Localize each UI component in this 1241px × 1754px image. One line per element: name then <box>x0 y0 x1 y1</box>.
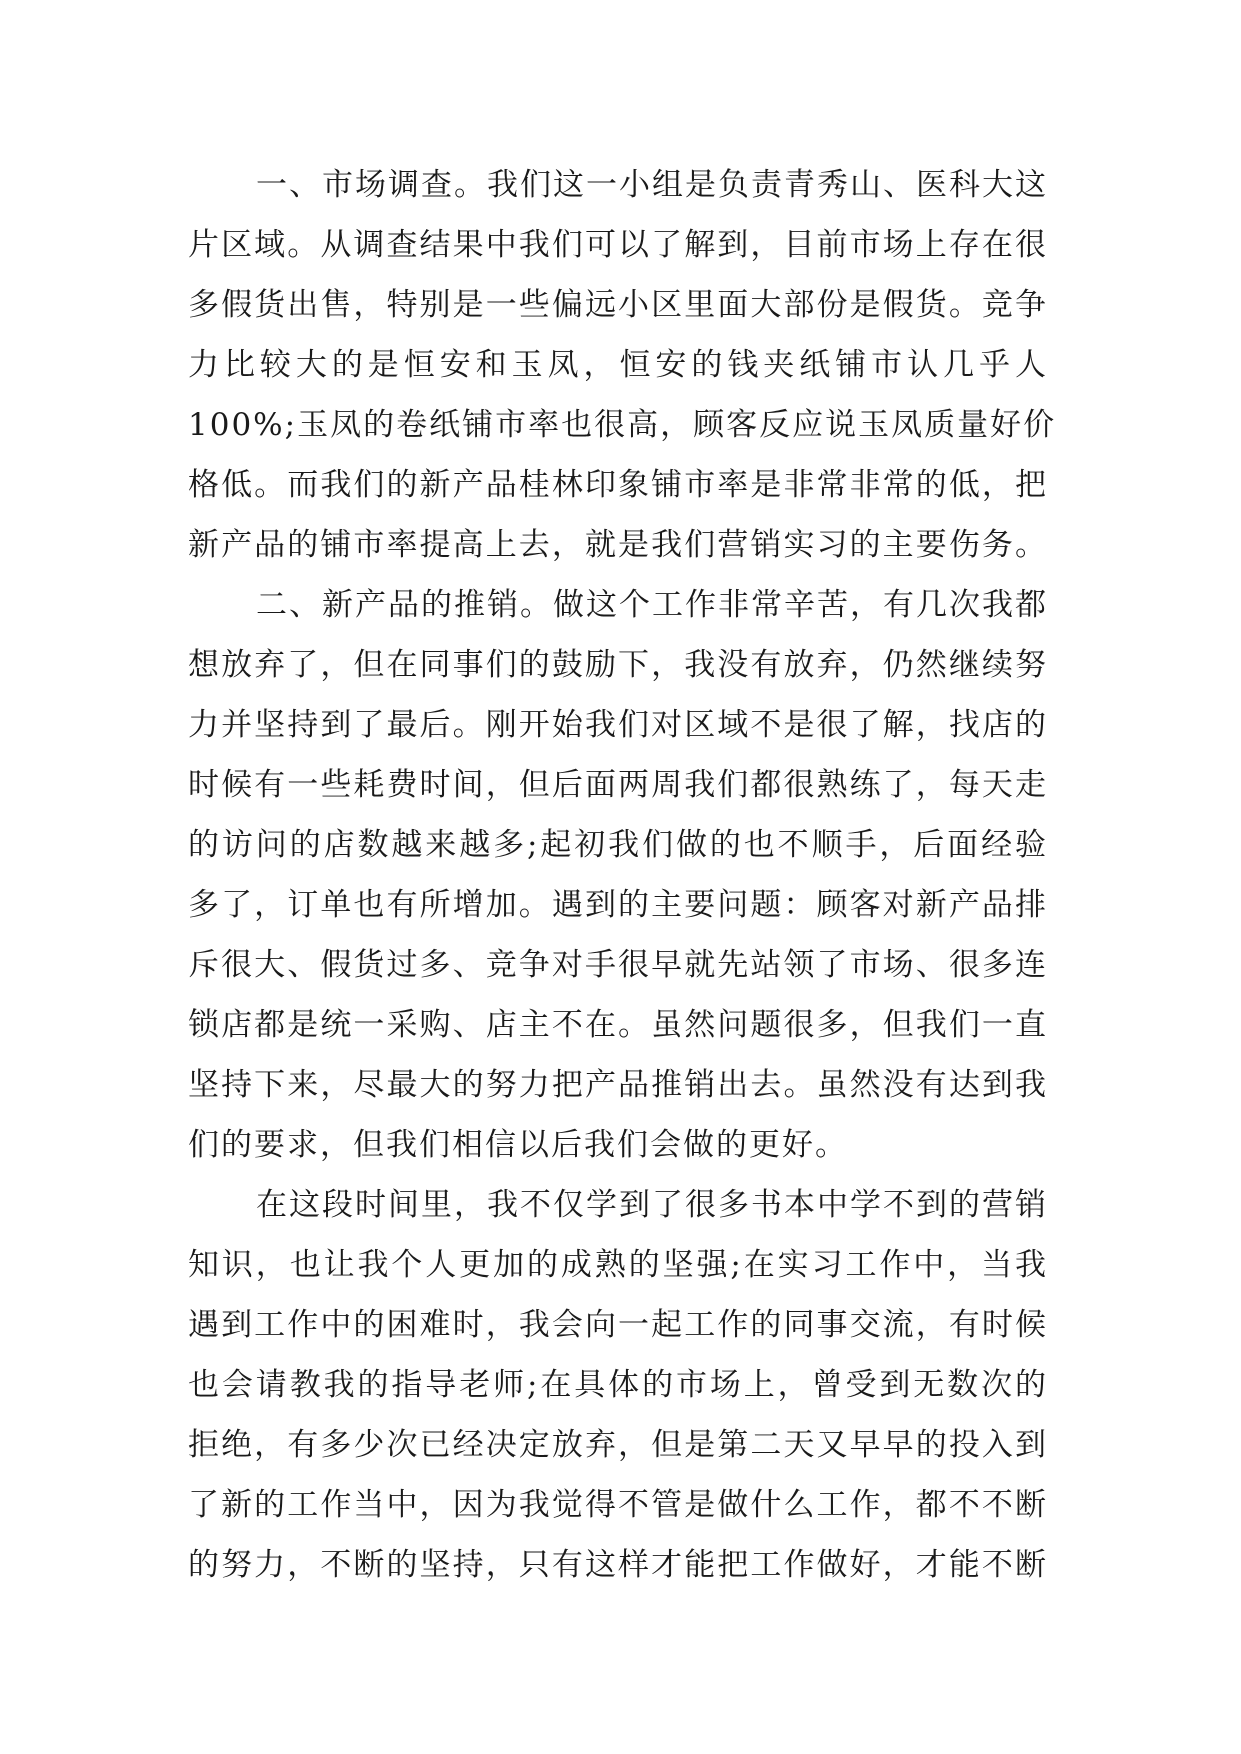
paragraph-line: 们的要求，但我们相信以后我们会做的更好。 <box>188 1127 848 1163</box>
paragraph-line: 想放弃了，但在同事们的鼓励下，我没有放弃，仍然继续努 <box>188 647 1048 683</box>
paragraph-line: 斥很大、假货过多、竞争对手很早就先站领了市场、很多连 <box>188 947 1048 983</box>
paragraph-line: 了新的工作当中，因为我觉得不管是做什么工作，都不不断 <box>188 1487 1048 1523</box>
paragraph-line: 拒绝，有多少次已经决定放弃，但是第二天又早早的投入到 <box>188 1427 1048 1463</box>
paragraph-line: 在这段时间里，我不仅学到了很多书本中学不到的营销 <box>256 1187 1048 1223</box>
paragraph-line: 片区域。从调查结果中我们可以了解到，目前市场上存在很 <box>188 227 1048 263</box>
paragraph-line: 知识，也让我个人更加的成熟的坚强;在实习工作中，当我 <box>188 1247 1048 1283</box>
paragraph-line: 的努力，不断的坚持，只有这样才能把工作做好，才能不断 <box>188 1547 1048 1583</box>
paragraph-line: 多了，订单也有所增加。遇到的主要问题：顾客对新产品排 <box>188 887 1048 923</box>
paragraph-reflection <box>188 1175 1048 1595</box>
paragraph-line: 时候有一些耗费时间，但后面两周我们都很熟练了，每天走 <box>188 767 1048 803</box>
paragraph-line: 100%;玉凤的卷纸铺市率也很高，顾客反应说玉凤质量好价 <box>188 407 1057 443</box>
paragraph-line: 的访问的店数越来越多;起初我们做的也不顺手，后面经验 <box>188 827 1048 863</box>
paragraph-product-promotion <box>188 575 1048 1175</box>
paragraph-line: 新产品的铺市率提高上去，就是我们营销实习的主要伤务。 <box>188 527 1048 563</box>
paragraph-line: 也会请教我的指导老师;在具体的市场上，曾受到无数次的 <box>188 1367 1048 1403</box>
paragraph-line: 坚持下来，尽最大的努力把产品推销出去。虽然没有达到我 <box>188 1067 1048 1103</box>
paragraph-line: 一、市场调查。我们这一小组是负责青秀山、医科大这 <box>256 167 1048 203</box>
paragraph-line: 锁店都是统一采购、店主不在。虽然问题很多，但我们一直 <box>188 1007 1048 1043</box>
paragraph-line: 力比较大的是恒安和玉凤，恒安的钱夹纸铺市认几乎人 <box>188 347 1048 383</box>
paragraph-line: 格低。而我们的新产品桂林印象铺市率是非常非常的低，把 <box>188 467 1048 503</box>
paragraph-line: 力并坚持到了最后。刚开始我们对区域不是很了解，找店的 <box>188 707 1048 743</box>
paragraph-market-survey <box>188 155 1057 575</box>
paragraph-line: 二、新产品的推销。做这个工作非常辛苦，有几次我都 <box>256 587 1048 623</box>
paragraph-line: 遇到工作中的困难时，我会向一起工作的同事交流，有时候 <box>188 1307 1048 1343</box>
paragraph-line: 多假货出售，特别是一些偏远小区里面大部份是假货。竞争 <box>188 287 1048 323</box>
